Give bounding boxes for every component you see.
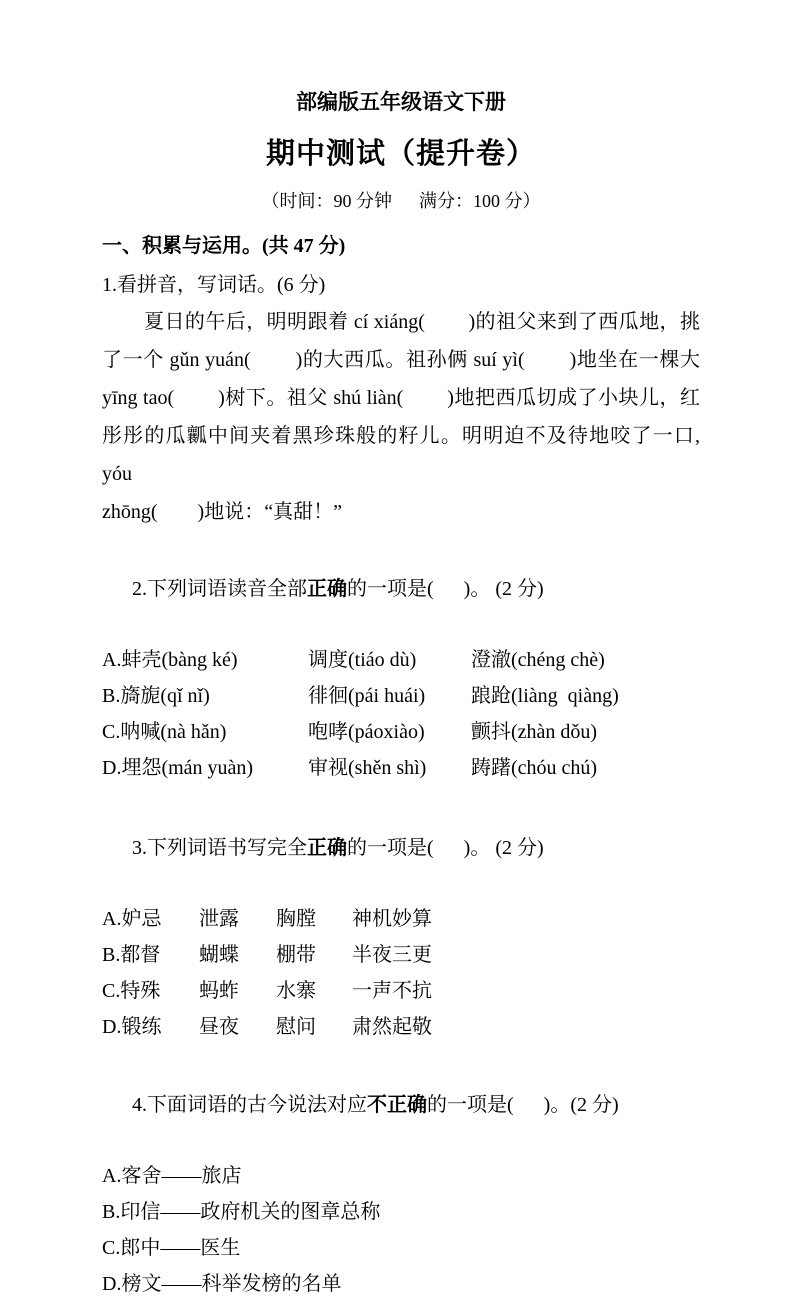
question-3-stem-suffix: 的一项是( )。 (2 分) <box>347 837 544 859</box>
section-one-heading: 一、积累与运用。(共 47 分) <box>102 235 346 257</box>
question-2-option-a <box>102 642 700 678</box>
option-cell: 咆哮(páoxiào) <box>308 721 425 743</box>
question-1-paragraph-line: yīng tao( )树下。祖父 shú liàn( )地把西瓜切成了小块儿，红 <box>102 387 700 409</box>
question-4-stem <box>102 1053 700 1158</box>
question-3-option-b <box>102 937 700 973</box>
question-1-stem: 1.看拼音，写词话。(6 分) <box>102 274 326 296</box>
question-1-paragraph-line: 夏日的午后，明明跟着 cí xiáng( )的祖父来到了西瓜地，挑 <box>144 311 700 333</box>
option-cell: 胸膛 <box>276 908 316 930</box>
question-4-option-b: B.印信——政府机关的图章总称 <box>102 1201 381 1223</box>
option-cell: B.旖旎(qǐ nǐ) <box>102 685 210 707</box>
question-4-stem-prefix: 4.下面词语的古今说法对应 <box>132 1094 367 1116</box>
option-cell: 调度(tiáo dù) <box>308 649 417 671</box>
option-cell: 审视(shěn shì) <box>308 757 427 779</box>
option-cell: C.呐喊(nà hǎn) <box>102 721 227 743</box>
option-cell: 蝴蝶 <box>199 944 239 966</box>
question-1-paragraph-line: 了一个 gǔn yuán( )的大西瓜。祖孙俩 suí yì( )地坐在一棵大 <box>102 349 700 371</box>
question-4-option-a: A.客舍——旅店 <box>102 1165 242 1187</box>
question-2-stem-prefix: 2.下列词语读音全部 <box>132 578 307 600</box>
question-3-stem-prefix: 3.下列词语书写完全 <box>132 837 307 859</box>
option-cell: 颤抖(zhàn dǒu) <box>471 721 598 743</box>
option-cell: D.锻练 <box>102 1016 162 1038</box>
option-cell: 蚂蚱 <box>199 980 239 1002</box>
option-cell: 澄澈(chéng chè) <box>471 649 605 671</box>
question-3-option-d <box>102 1009 700 1045</box>
option-cell: 昼夜 <box>199 1016 239 1038</box>
question-3-option-c <box>102 973 700 1009</box>
option-cell: 神机妙算 <box>352 908 432 930</box>
option-cell: 泄露 <box>199 908 239 930</box>
question-1 <box>102 268 705 531</box>
option-cell: 踌躇(chóu chú) <box>471 757 598 779</box>
question-2 <box>102 537 700 786</box>
option-cell: 徘徊(pái huái) <box>308 685 426 707</box>
question-4-stem-suffix: 的一项是( )。(2 分) <box>427 1094 619 1116</box>
question-1-paragraph-line: 彤彤的瓜瓤中间夹着黑珍珠般的籽儿。明明迫不及待地咬了一口, yóu <box>102 425 705 485</box>
paper-time-score-line: （时间：90 分钟 满分：100 分） <box>261 191 541 211</box>
option-cell: 踉跄(liàng qiàng) <box>471 685 619 707</box>
question-2-stem-suffix: 的一项是( )。 (2 分) <box>347 578 544 600</box>
option-cell: 棚带 <box>276 944 316 966</box>
question-3-option-a <box>102 901 700 937</box>
question-3-stem-keyword: 正确 <box>307 837 347 859</box>
option-cell: 肃然起敬 <box>352 1016 432 1038</box>
paper-series-title: 部编版五年级语文下册 <box>296 90 506 114</box>
paper-main-title: 期中测试（提升卷） <box>265 138 536 170</box>
option-cell: 水寨 <box>276 980 316 1002</box>
option-cell: C.特殊 <box>102 980 161 1002</box>
question-4-stem-keyword: 不正确 <box>367 1094 427 1116</box>
question-2-option-b <box>102 678 700 714</box>
question-4-option-c: C.郎中——医生 <box>102 1237 241 1259</box>
question-3-stem <box>102 796 700 901</box>
option-cell: 半夜三更 <box>352 944 432 966</box>
option-cell: D.埋怨(mán yuàn) <box>102 757 254 779</box>
question-2-stem <box>102 537 700 642</box>
question-2-stem-keyword: 正确 <box>307 578 347 600</box>
option-cell: B.都督 <box>102 944 161 966</box>
option-cell: A.蚌壳(bàng ké) <box>102 649 238 671</box>
question-1-paragraph-line: zhōng( )地说：“真甜！” <box>102 501 342 523</box>
question-2-option-d <box>102 750 700 786</box>
option-cell: 一声不抗 <box>352 980 432 1002</box>
question-3 <box>102 796 700 1045</box>
option-cell: 慰问 <box>276 1016 316 1038</box>
option-cell: A.妒忌 <box>102 908 162 930</box>
question-2-option-c <box>102 714 700 750</box>
question-4-option-d: D.榜文——科举发榜的名单 <box>102 1273 342 1295</box>
question-4 <box>102 1053 700 1302</box>
